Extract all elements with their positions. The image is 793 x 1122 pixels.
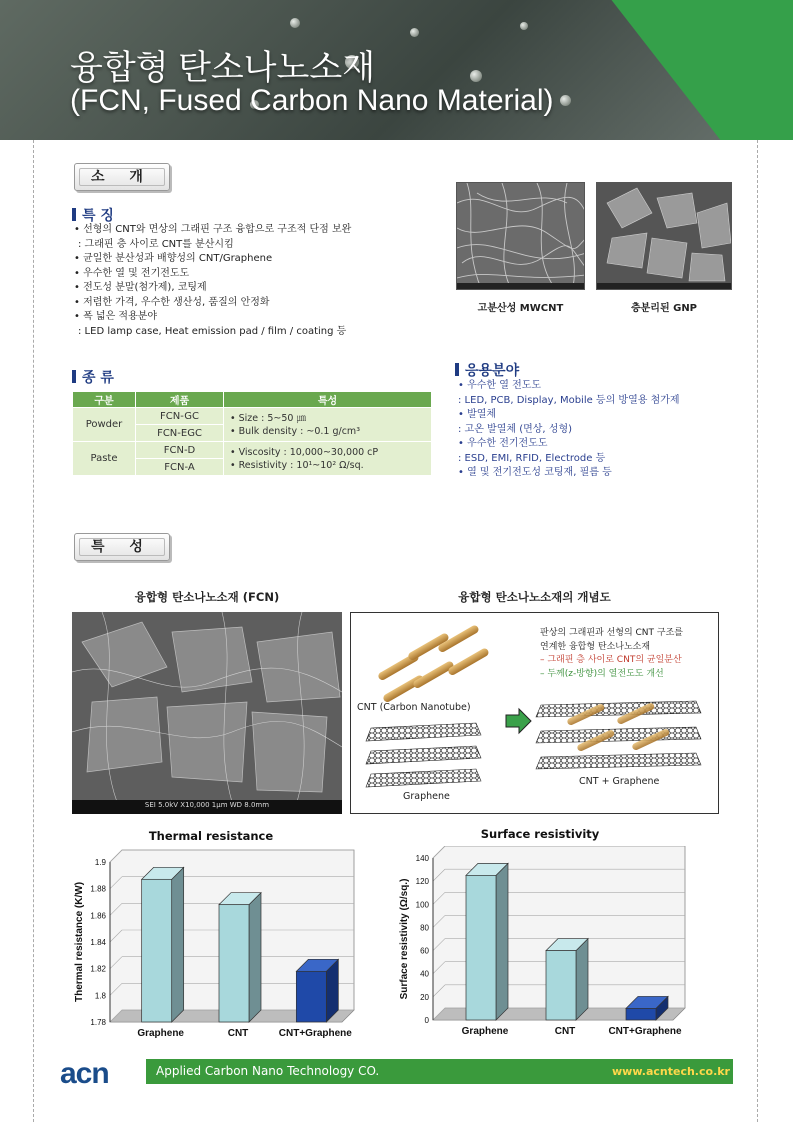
mwcnt-sem-photo — [456, 182, 585, 290]
table-cell-group: Paste — [73, 442, 136, 476]
prop-line: • Bulk density : ~0.1 g/cm³ — [230, 425, 360, 437]
feature-item: • 우수한 열 및 전기전도도 — [74, 267, 190, 279]
right-margin-line — [757, 140, 758, 1122]
x-category-label: CNT+Graphene — [608, 1026, 682, 1037]
combo-label: CNT + Graphene — [579, 776, 660, 787]
gnp-sem-photo — [596, 182, 732, 290]
y-tick-label: 1.86 — [90, 911, 106, 921]
apps-list — [458, 379, 748, 481]
y-tick-label: 100 — [415, 900, 429, 910]
concept-title: 융합형 탄소나노소재의 개념도 — [458, 590, 611, 604]
concept-diagram — [350, 612, 719, 814]
table-cell-props — [224, 442, 432, 476]
app-item: : LED, PCB, Display, Mobile 등의 방열용 첨가제 — [458, 394, 680, 406]
x-category-label: Graphene — [137, 1028, 185, 1039]
arrow-icon — [506, 709, 531, 733]
y-tick-label: 20 — [420, 992, 429, 1002]
bar — [546, 939, 588, 1020]
feature-item: • 폭 넓은 적용분야 — [74, 311, 158, 322]
thermal-resistance-chart — [70, 848, 360, 1042]
app-item: • 우수한 열 전도도 — [458, 380, 542, 391]
concept-line: – 그래핀 층 사이로 CNT의 균일분산 — [540, 655, 682, 665]
y-tick-label: 1.88 — [90, 884, 106, 894]
features-heading: 특 징 — [72, 205, 114, 225]
sem-scale-bar: SEI 5.0kV X10,000 1μm WD 8.0mm — [144, 801, 270, 809]
app-item: : ESD, EMI, RFID, Electrode 등 — [458, 452, 606, 464]
intro-tab: 소 개 — [74, 163, 170, 191]
y-tick-label: 1.84 — [90, 938, 106, 947]
combined-structure — [536, 701, 701, 769]
page-subtitle: (FCN, Fused Carbon Nano Material) — [70, 84, 554, 117]
y-tick-label: 1.9 — [94, 858, 106, 867]
feature-item: • 균일한 분산성과 배향성의 CNT/Graphene — [74, 253, 273, 264]
y-tick-label: 60 — [420, 946, 429, 956]
app-item: • 열 및 전기전도성 코팅재, 필름 등 — [458, 467, 612, 478]
feature-item: : LED lamp case, Heat emission pad / film / coating 등 — [78, 325, 347, 337]
bar — [296, 959, 338, 1022]
table-header: 특성 — [224, 392, 432, 408]
concept-line: – 두께(z-방향)의 열전도도 개선 — [540, 668, 664, 679]
cnt-label: CNT (Carbon Nanotube) — [357, 702, 471, 713]
table-cell-props — [224, 408, 432, 442]
y-tick-label: 40 — [420, 969, 429, 979]
prop-line: • Resistivity : 10¹~10² Ω/sq. — [230, 459, 364, 471]
y-tick-label: 80 — [420, 923, 429, 933]
y-tick-label: 120 — [415, 877, 429, 887]
feature-item: • 전도성 분말(첨가제), 코팅제 — [74, 282, 207, 293]
feature-item: • 저렴한 가격, 우수한 생산성, 품질의 안정화 — [74, 296, 270, 308]
table-cell-group: Powder — [73, 408, 136, 442]
sem-title: 융합형 탄소나노소재 (FCN) — [134, 590, 280, 604]
cnt-tubes — [377, 624, 490, 703]
bar — [219, 893, 261, 1022]
graphene-label: Graphene — [403, 791, 450, 802]
app-item: • 우수한 전기전도도 — [458, 438, 548, 449]
y-tick-label: 1.82 — [90, 964, 106, 974]
app-item: : 고온 발열체 (면상, 성형) — [458, 423, 573, 435]
y-axis-label: Surface resistivity (Ω/sq.) — [399, 878, 410, 1000]
company-logo: acn — [60, 1057, 109, 1090]
apps-heading: 응용분야 — [455, 360, 519, 380]
concept-line: 연계한 융합형 탄소나노소재 — [540, 641, 651, 652]
table-header: 구분 — [73, 392, 136, 408]
y-tick-label: 1.78 — [90, 1018, 106, 1027]
header-green-band — [463, 0, 793, 140]
bar — [142, 867, 184, 1022]
table-cell-product: FCN-A — [136, 459, 224, 476]
feature-item: : 그래핀 층 사이로 CNT를 분산시킴 — [78, 238, 234, 250]
table-cell-product: FCN-D — [136, 442, 224, 459]
types-heading: 종 류 — [72, 367, 114, 387]
y-tick-label: 0 — [424, 1016, 429, 1025]
graphene-sheets — [366, 723, 481, 787]
mwcnt-caption: 고분산성 MWCNT — [477, 303, 564, 314]
y-tick-label: 1.8 — [94, 991, 106, 1001]
x-category-label: CNT+Graphene — [278, 1028, 352, 1039]
x-category-label: CNT — [227, 1028, 249, 1039]
website-link[interactable]: www.acntech.co.kr — [612, 1065, 730, 1078]
fcn-sem-photo — [72, 612, 342, 814]
table-header: 제품 — [136, 392, 224, 408]
prop-line: • Viscosity : 10,000~30,000 cP — [230, 446, 379, 458]
feature-item: • 선형의 CNT와 면상의 그래핀 구조 융합으로 구조적 단점 보완 — [74, 224, 352, 235]
y-axis-label: Thermal resistance (K/W) — [74, 881, 85, 1003]
x-category-label: CNT — [554, 1026, 576, 1037]
features-list — [74, 223, 444, 339]
bar — [466, 863, 508, 1020]
concept-line: 판상의 그래핀과 선형의 CNT 구조를 — [540, 628, 683, 638]
left-margin-line — [33, 140, 34, 1122]
y-tick-label: 140 — [415, 854, 429, 863]
chart-title: Surface resistivity — [480, 827, 600, 841]
table-cell-product: FCN-EGC — [136, 425, 224, 442]
prop-line: • Size : 5~50 ㎛ — [230, 412, 306, 424]
table-cell-product: FCN-GC — [136, 408, 224, 425]
app-item: • 발열체 — [458, 409, 497, 420]
company-name: Applied Carbon Nano Technology CO. — [156, 1064, 380, 1078]
surface-resistivity-chart — [395, 846, 690, 1042]
x-category-label: Graphene — [461, 1026, 509, 1037]
types-table — [72, 391, 432, 476]
chart-title: Thermal resistance — [148, 829, 274, 843]
concept-description — [540, 627, 715, 681]
gnp-caption: 층분리된 GNP — [630, 303, 698, 314]
properties-tab: 특 성 — [74, 533, 170, 561]
page-title: 융합형 탄소나노소재 — [70, 49, 376, 87]
